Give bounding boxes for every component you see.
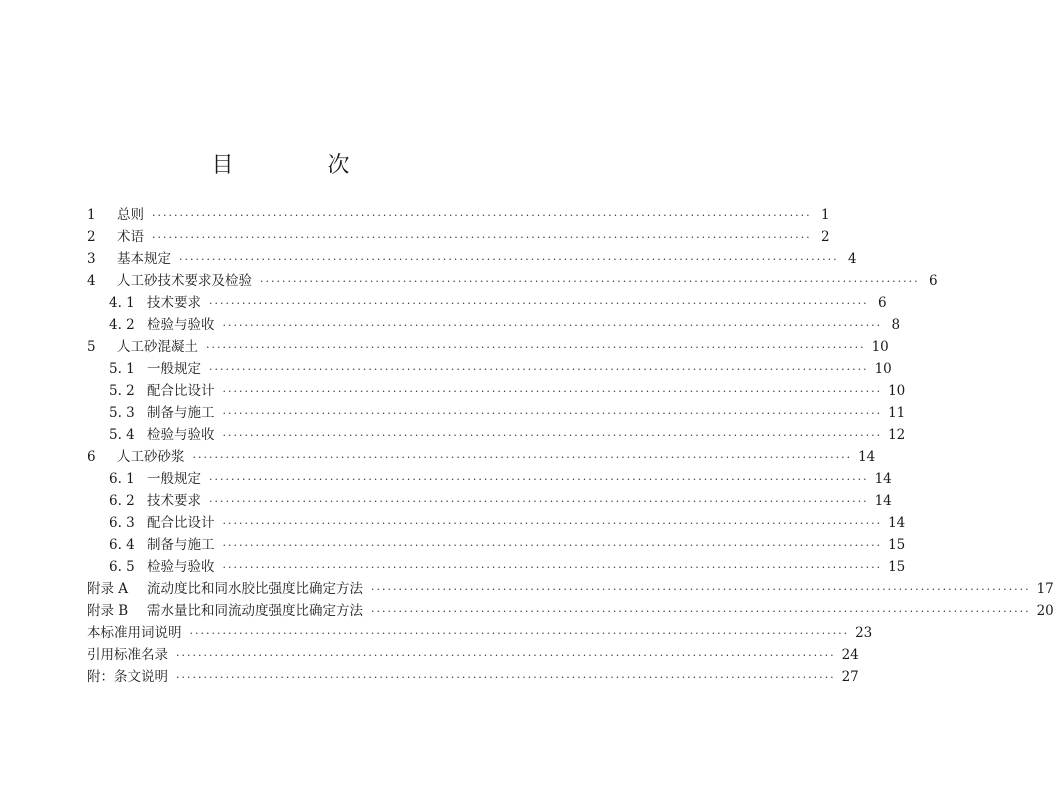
toc-leader-dots: ························································································································	[152, 209, 812, 222]
toc-entry-number: 附录 B	[87, 603, 129, 619]
toc-entry-page: 14	[874, 471, 892, 487]
toc-entry[interactable]	[87, 622, 873, 644]
toc-entry-page: 17	[1036, 581, 1054, 597]
toc-leader-dots: ························································································································	[222, 429, 883, 442]
toc-entry[interactable]	[87, 292, 887, 314]
toc-entry-number: 4	[87, 273, 96, 289]
page-title: 目 次	[211, 153, 386, 178]
toc-entry-number: 1	[87, 207, 96, 223]
toc-entry-number: 6. 4	[109, 537, 135, 553]
toc-leader-dots: ························································································································	[152, 231, 812, 244]
toc-entry-label: 配合比设计	[147, 383, 215, 399]
toc-entry[interactable]	[87, 424, 906, 446]
toc-leader-dots: ························································································································	[371, 583, 1031, 596]
toc-entry[interactable]	[87, 270, 938, 292]
toc-entry[interactable]	[87, 358, 892, 380]
toc-leader-dots: ························································································································	[176, 649, 836, 662]
toc-entry-page: 4	[848, 251, 857, 267]
toc-entry-label: 检验与验收	[147, 427, 215, 443]
toc-entry-number: 6. 2	[109, 493, 135, 509]
toc-leader-dots: ························································································································	[222, 517, 883, 530]
toc-entry-label: 人工砂砂浆	[117, 449, 185, 465]
toc-entry-number: 4. 1	[109, 295, 135, 311]
toc-entry-number: 5. 4	[109, 427, 135, 443]
toc-entry-page: 27	[841, 669, 859, 685]
toc-entry[interactable]	[87, 380, 906, 402]
toc-entry-number: 2	[87, 229, 96, 245]
toc-entry-label: 检验与验收	[147, 317, 215, 333]
toc-entry[interactable]	[87, 512, 906, 534]
toc-leader-dots: ························································································································	[209, 473, 869, 486]
toc-entry-label: 人工砂混凝土	[117, 339, 198, 355]
toc-entry[interactable]	[87, 226, 830, 248]
toc-entry-label: 附：条文说明	[87, 669, 168, 685]
toc-entry[interactable]	[87, 446, 876, 468]
toc-entry-label: 一般规定	[147, 361, 201, 377]
toc-entry-number: 6. 5	[109, 559, 135, 575]
toc-entry[interactable]	[87, 600, 1054, 622]
toc-entry[interactable]	[87, 402, 906, 424]
toc-entry-page: 11	[888, 405, 906, 421]
toc-entry-number: 6. 3	[109, 515, 135, 531]
toc-leader-dots: ························································································································	[209, 363, 869, 376]
toc-entry-label: 本标准用词说明	[87, 625, 182, 641]
toc-entry-page: 20	[1036, 603, 1054, 619]
toc-leader-dots: ························································································································	[222, 561, 883, 574]
toc-leader-dots: ························································································································	[222, 407, 883, 420]
toc-entry-number: 6. 1	[109, 471, 135, 487]
toc-entry-number: 5. 1	[109, 361, 135, 377]
toc-entry[interactable]	[87, 468, 892, 490]
toc-leader-dots: ························································································································	[260, 275, 920, 288]
toc-entry-label: 制备与施工	[147, 537, 215, 553]
toc-entry-number: 3	[87, 251, 96, 267]
toc-entry-number: 5	[87, 339, 96, 355]
toc-entry-label: 引用标准名录	[87, 647, 168, 663]
toc-leader-dots: ························································································································	[222, 539, 883, 552]
toc-entry-label: 总则	[117, 207, 144, 223]
toc-entry[interactable]	[87, 490, 892, 512]
toc-entry-page: 10	[874, 361, 892, 377]
toc-entry-label: 需水量比和同流动度强度比确定方法	[147, 603, 363, 619]
toc-entry[interactable]	[87, 248, 857, 270]
toc-entry-page: 6	[929, 273, 938, 289]
toc-leader-dots: ························································································································	[192, 451, 853, 464]
toc-entry-page: 2	[821, 229, 830, 245]
toc-entry-label: 流动度比和同水胶比强度比确定方法	[147, 581, 363, 597]
toc-entry-number: 4. 2	[109, 317, 135, 333]
toc-entry[interactable]	[87, 578, 1054, 600]
toc-leader-dots: ························································································································	[179, 253, 839, 266]
toc-entry-page: 10	[888, 383, 906, 399]
toc-entry[interactable]	[87, 314, 901, 336]
toc-entry-page: 14	[858, 449, 876, 465]
toc-entry-label: 术语	[117, 229, 144, 245]
toc-entry-label: 基本规定	[117, 251, 171, 267]
toc-entry-number: 5. 3	[109, 405, 135, 421]
toc-entry-page: 24	[841, 647, 859, 663]
toc-entry-page: 8	[891, 317, 901, 333]
toc-entry-page: 12	[888, 427, 906, 443]
toc-leader-dots: ························································································································	[222, 385, 883, 398]
toc-entry-label: 配合比设计	[147, 515, 215, 531]
toc-entry-label: 技术要求	[147, 295, 201, 311]
toc-entry-label: 人工砂技术要求及检验	[117, 273, 252, 289]
toc-entry-page: 14	[874, 493, 892, 509]
toc-entry-number: 附录 A	[87, 581, 129, 597]
toc-entry-label: 检验与验收	[147, 559, 215, 575]
toc-entry-page: 14	[888, 515, 906, 531]
toc-entry[interactable]	[87, 666, 859, 688]
toc-entry[interactable]	[87, 534, 906, 556]
toc-entry[interactable]	[87, 644, 859, 666]
toc-entry[interactable]	[87, 336, 889, 358]
table-of-contents	[87, 204, 1054, 688]
toc-entry-page: 23	[855, 625, 873, 641]
toc-leader-dots: ························································································································	[189, 627, 850, 640]
toc-entry[interactable]	[87, 556, 906, 578]
toc-entry-page: 10	[871, 339, 889, 355]
toc-leader-dots: ························································································································	[209, 495, 869, 508]
toc-entry-label: 技术要求	[147, 493, 201, 509]
toc-leader-dots: ························································································································	[176, 671, 836, 684]
toc-leader-dots: ························································································································	[222, 319, 883, 332]
toc-entry[interactable]	[87, 204, 830, 226]
toc-entry-page: 15	[888, 537, 906, 553]
toc-entry-page: 15	[888, 559, 906, 575]
toc-entry-number: 5. 2	[109, 383, 135, 399]
toc-entry-label: 一般规定	[147, 471, 201, 487]
toc-entry-number: 6	[87, 449, 96, 465]
toc-leader-dots: ························································································································	[209, 297, 869, 310]
toc-entry-page: 1	[821, 207, 830, 223]
toc-entry-label: 制备与施工	[147, 405, 215, 421]
toc-entry-page: 6	[878, 295, 887, 311]
toc-leader-dots: ························································································································	[371, 605, 1031, 618]
toc-leader-dots: ························································································································	[206, 341, 866, 354]
